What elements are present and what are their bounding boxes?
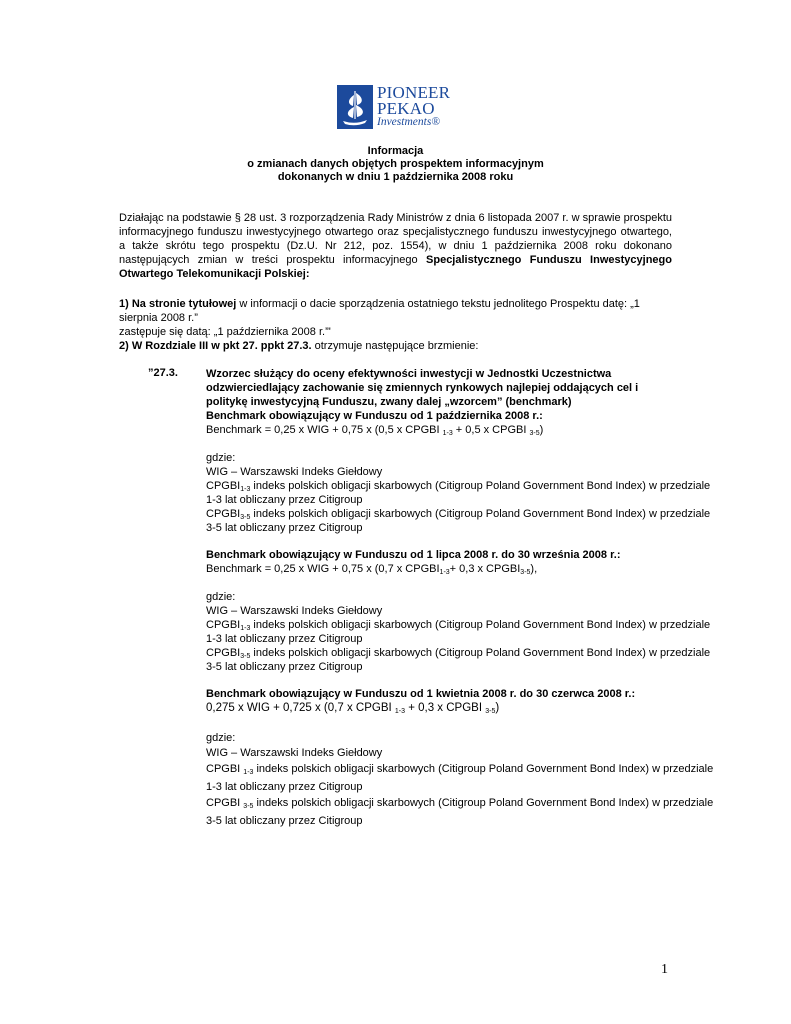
benchmark-3-formula: [206, 701, 676, 715]
formula-part: ): [539, 424, 544, 436]
index-name: CPGBI: [206, 480, 241, 492]
formula-part: + 0,3 x CPGBI: [405, 702, 486, 714]
intro-paragraph: [119, 211, 672, 281]
sailing-ship-icon: [337, 85, 373, 129]
document-title: Informacja: [367, 145, 424, 157]
logo-line-investments: Investments®: [377, 116, 441, 128]
intro-text: Działając na podstawie § 28 ust. 3 rozporządzenia Rady Ministrów z dnia 6 listopada 2007 r. w sprawie prospektu informacyjnego funduszu inwestycyjnego otwartego oraz specjalistycznego funduszu inwestycyjnego otwartego, a także skrótu tego prospektu (Dz.U. Nr 212, poz. 1554), w dniu 1 października 2008 roku dokonano następujących zmian w treści prospektu informacyjnego: [119, 212, 672, 266]
change-2-text: otrzymuje następujące brzmienie:: [311, 340, 479, 352]
benchmark-block-3: [206, 687, 676, 715]
change-1-line2: zastępuje się datą: „1 października 2008 r.”': [119, 326, 331, 338]
cpgbi-13-definition-line2: 1-3 lat obliczany przez Citigroup: [206, 633, 363, 645]
cpgbi-35-definition: [206, 796, 714, 811]
cpgbi-13-definition-line2: 1-3 lat obliczany przez Citigroup: [206, 494, 363, 506]
cpgbi-13-definition: [206, 618, 711, 632]
section-number: ”27.3.: [148, 367, 178, 379]
index-name: CPGBI: [206, 647, 241, 659]
page-number: 1: [661, 962, 668, 977]
index-subscript: 1-3: [243, 769, 254, 776]
index-subscript: 1-3: [240, 486, 251, 493]
gdzie-label: gdzie:: [206, 452, 236, 464]
benchmark-2-definitions: [206, 590, 711, 674]
wig-definition: WIG – Warszawski Indeks Giełdowy: [206, 605, 383, 617]
index-text: indeks polskich obligacji skarbowych (Citigroup Poland Government Bond Index) w przedziale: [253, 763, 714, 775]
benchmark-block-1: [206, 409, 676, 437]
change-2-paragraph: [119, 339, 679, 353]
formula-part: ): [495, 702, 500, 714]
formula-part: ),: [530, 563, 538, 575]
formula-part: + 0,3 x CPGBI: [449, 563, 521, 575]
benchmark-3-definitions: [206, 731, 714, 828]
logo-line-pioneer: PIONEER: [377, 83, 451, 102]
index-name: CPGBI: [206, 619, 241, 631]
index-subscript: 3-5: [243, 803, 254, 810]
index-subscript: 3-5: [240, 653, 251, 660]
benchmark-1-formula: [206, 423, 676, 437]
formula-subscript: 3-5: [485, 708, 496, 715]
benchmark-3-heading: Benchmark obowiązujący w Funduszu od 1 kwietnia 2008 r. do 30 czerwca 2008 r.:: [206, 688, 636, 700]
pioneer-pekao-logo: [337, 85, 455, 131]
cpgbi-13-definition: [206, 479, 711, 493]
gdzie-label: gdzie:: [206, 732, 236, 744]
formula-subscript: 3-5: [529, 430, 540, 437]
document-subtitle-line1: o zmianach danych objętych prospektem informacyjnym: [247, 158, 544, 170]
wig-definition: WIG – Warszawski Indeks Giełdowy: [206, 746, 383, 759]
index-text: indeks polskich obligacji skarbowych (Citigroup Poland Government Bond Index) w przedziale: [250, 508, 711, 520]
formula-part: + 0,5 x CPGBI: [452, 424, 530, 436]
index-subscript: 1-3: [240, 625, 251, 632]
formula-part: Benchmark = 0,25 x WIG + 0,75 x (0,7 x CPGBI: [206, 563, 440, 575]
change-1-text: w informacji o dacie sporządzenia ostatniego tekstu jednolitego Prospektu datę: „1 sierpnia 2008 r.”: [119, 298, 640, 324]
change-1-label: 1) Na stronie tytułowej: [119, 298, 237, 310]
change-1-paragraph: [119, 297, 679, 339]
wig-definition: WIG – Warszawski Indeks Giełdowy: [206, 466, 383, 478]
formula-part: 0,275 x WIG + 0,725 x (0,7 x CPGBI: [206, 702, 395, 714]
cpgbi-13-definition-line2: 1-3 lat obliczany przez Citigroup: [206, 780, 363, 793]
index-text: indeks polskich obligacji skarbowych (Citigroup Poland Government Bond Index) w przedziale: [253, 797, 714, 809]
cpgbi-35-definition-line2: 3-5 lat obliczany przez Citigroup: [206, 814, 363, 827]
formula-subscript: 3-5: [520, 569, 531, 576]
logo-line-pekao: PEKAO: [377, 99, 435, 118]
index-name: CPGBI: [206, 508, 241, 520]
formula-part: Benchmark = 0,25 x WIG + 0,75 x (0,5 x CPGBI: [206, 424, 443, 436]
cpgbi-13-definition: [206, 762, 714, 777]
index-text: indeks polskich obligacji skarbowych (Citigroup Poland Government Bond Index) w przedziale: [250, 619, 711, 631]
benchmark-1-heading: Benchmark obowiązujący w Funduszu od 1 października 2008 r.:: [206, 410, 543, 422]
formula-subscript: 1-3: [442, 430, 453, 437]
benchmark-2-heading: Benchmark obowiązujący w Funduszu od 1 lipca 2008 r. do 30 września 2008 r.:: [206, 549, 621, 561]
index-text: indeks polskich obligacji skarbowych (Citigroup Poland Government Bond Index) w przedziale: [250, 647, 711, 659]
index-text: indeks polskich obligacji skarbowych (Citigroup Poland Government Bond Index) w przedziale: [250, 480, 711, 492]
index-name: CPGBI: [206, 763, 244, 775]
benchmark-block-2: [206, 548, 676, 576]
document-subtitle-line2: dokonanych w dniu 1 października 2008 roku: [277, 171, 514, 183]
section-title: Wzorzec służący do oceny efektywności inwestycji w Jednostki Uczestnictwa odzwierciedlający zachowanie się zmiennych rynkowych najlepiej oddających cel i politykę inwestycyjną Funduszu, zwany dalej „wzorcem” (benchmark): [206, 368, 639, 408]
gdzie-label: gdzie:: [206, 591, 236, 603]
formula-subscript: 1-3: [439, 569, 450, 576]
fund-name: Specjalistycznego Funduszu Inwestycyjnego Otwartego Telekomunikacji Polskiej:: [119, 254, 672, 280]
benchmark-1-definitions: [206, 451, 711, 535]
cpgbi-35-definition: [206, 507, 711, 521]
benchmark-2-formula: [206, 562, 676, 576]
cpgbi-35-definition: [206, 646, 711, 660]
cpgbi-35-definition-line2: 3-5 lat obliczany przez Citigroup: [206, 522, 363, 534]
formula-subscript: 1-3: [394, 708, 405, 715]
change-2-label: 2) W Rozdziale III w pkt 27. ppkt 27.3.: [119, 340, 312, 352]
index-name: CPGBI: [206, 797, 244, 809]
cpgbi-35-definition-line2: 3-5 lat obliczany przez Citigroup: [206, 661, 363, 673]
index-subscript: 3-5: [240, 514, 251, 521]
